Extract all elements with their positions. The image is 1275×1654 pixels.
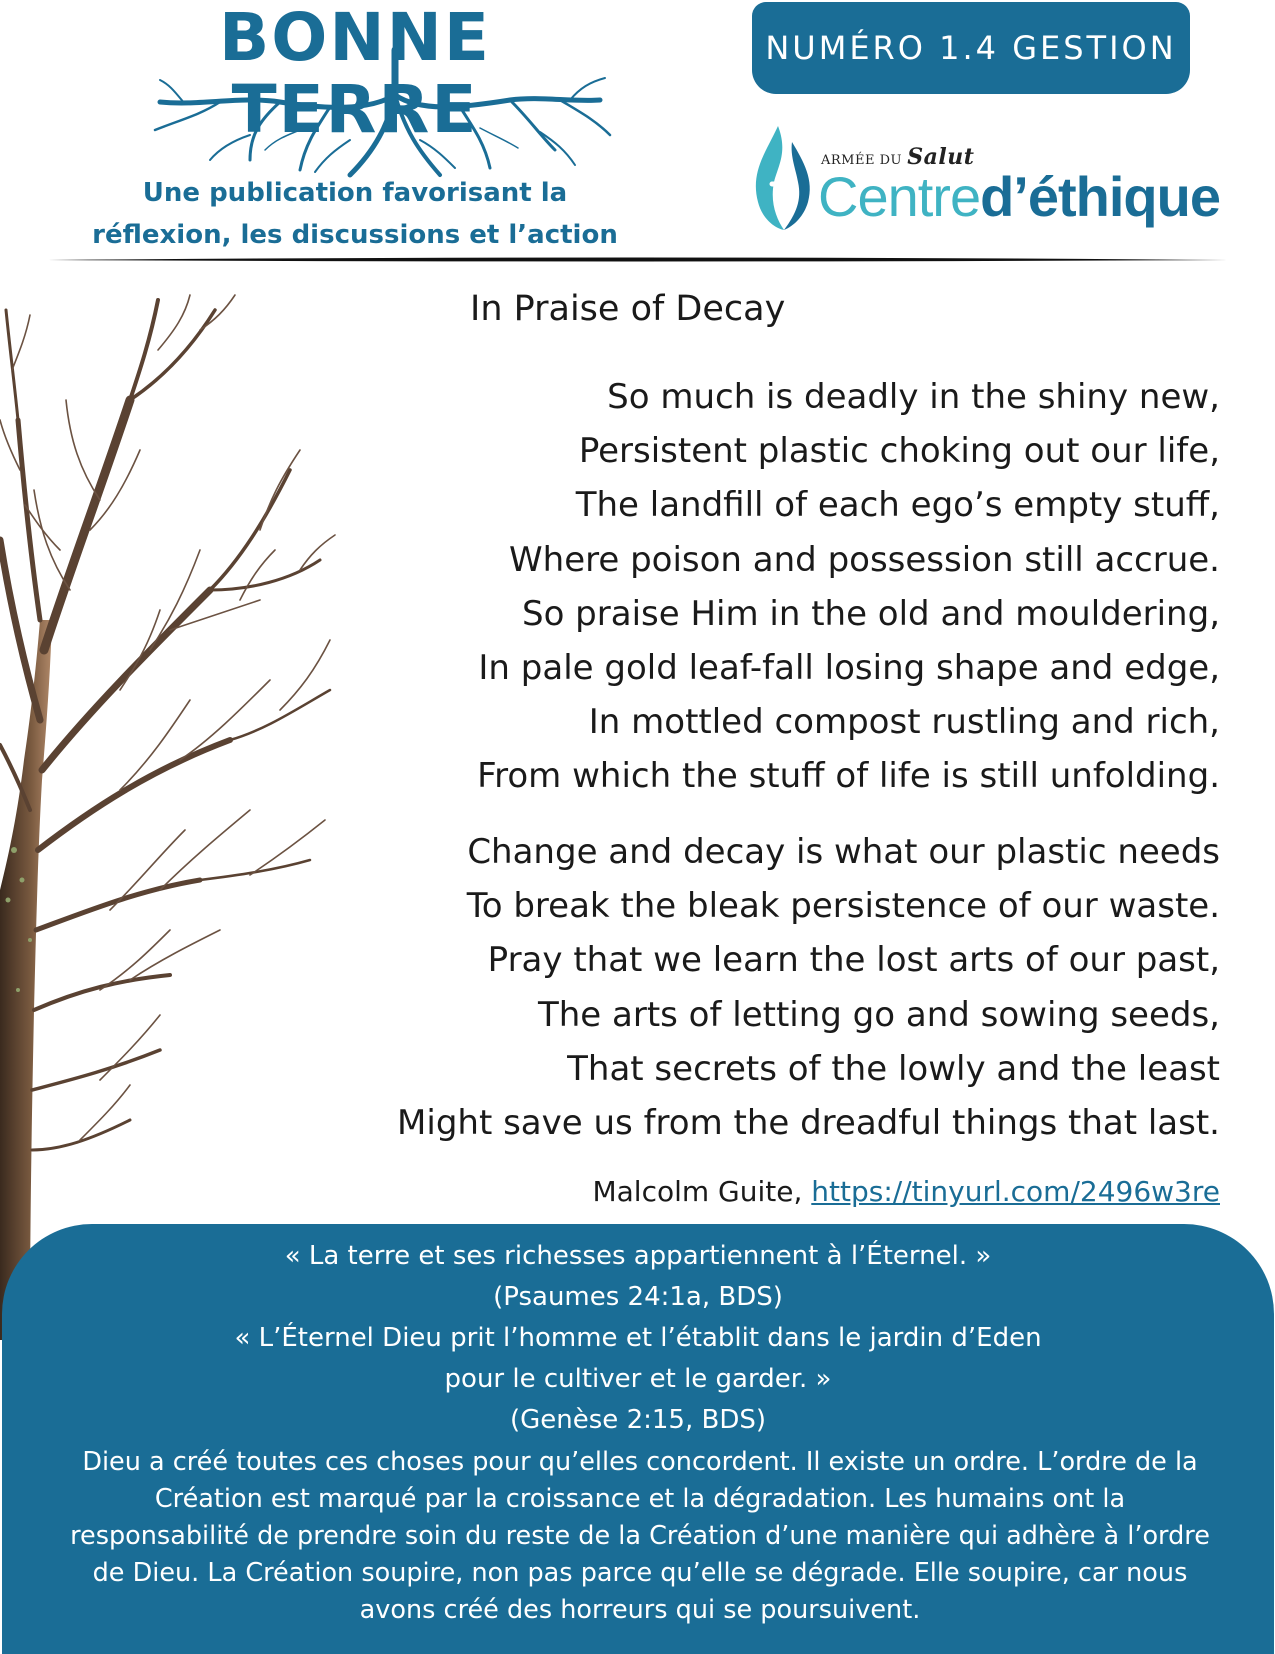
- poem-line: The arts of letting go and sowing seeds,: [537, 994, 1220, 1035]
- poem-stanza-1: [320, 370, 1220, 804]
- poem-line: Change and decay is what our plastic needs: [467, 832, 1220, 872]
- tagline-line-2: réflexion, les discussions et l’action: [92, 220, 618, 250]
- reflection-line: Création est marqué par la croissance et la dégradation. Les humains ont la: [154, 1484, 1126, 1514]
- scripture-panel: [2, 1224, 1274, 1654]
- source-link[interactable]: https://tinyurl.com/2496w3re: [811, 1175, 1220, 1208]
- reflection-line: avons créé des horreurs qui se poursuivent.: [359, 1595, 921, 1625]
- verse-genesis-line-1: « L’Éternel Dieu prit l’homme et l’établit dans le jardin d’Eden: [234, 1323, 1042, 1353]
- org-name: [818, 164, 1220, 230]
- poem-author: Malcolm Guite,: [592, 1175, 812, 1208]
- org-small-salut: Salut: [907, 144, 975, 170]
- issue-badge: NUMÉRO 1.4 GESTION: [752, 2, 1190, 94]
- poem-line: To break the bleak persistence of our waste.: [466, 886, 1220, 927]
- bare-tree-illustration: [0, 290, 340, 1340]
- poem-line: From which the stuff of life is still unfolding.: [477, 756, 1220, 797]
- org-small-prefix: ARMÉE DU: [821, 153, 902, 168]
- verse-genesis-line-2: pour le cultiver et le garder. »: [444, 1364, 832, 1394]
- poem-title: In Praise of Decay: [470, 289, 786, 329]
- poem-line: So praise Him in the old and mouldering,: [521, 593, 1220, 634]
- poem-line: In pale gold leaf-fall losing shape and edge,: [478, 648, 1220, 689]
- poem-attribution: [592, 1172, 1220, 1212]
- brand-block: [60, 0, 650, 250]
- reflection-line: responsabilité de prendre soin du reste de la Création d’une manière qui adhère à l’ordre: [70, 1521, 1210, 1551]
- tagline-line-1: Une publication favorisant la: [142, 178, 568, 208]
- poem-line: So much is deadly in the shiny new,: [607, 377, 1220, 417]
- poem-line: Might save us from the dreadful things that last.: [397, 1103, 1220, 1144]
- org-name-part2: d’éthique: [980, 165, 1220, 228]
- poem-line: Persistent plastic choking out our life,: [578, 431, 1220, 472]
- verse-psalm-reference: (Psaumes 24:1a, BDS): [493, 1282, 783, 1312]
- header-divider: [48, 256, 1228, 264]
- verse-genesis-reference: (Genèse 2:15, BDS): [510, 1405, 766, 1435]
- tagline: [60, 172, 650, 256]
- reflection-line: de Dieu. La Création soupire, non pas parce qu’elle se dégrade. Elle soupire, car nous: [92, 1558, 1188, 1588]
- poem-stanza-2: [320, 825, 1220, 1150]
- salvation-army-flame-icon: [748, 122, 818, 232]
- poem-line: That secrets of the lowly and the least: [567, 1048, 1220, 1089]
- poem-line: The landfill of each ego’s empty stuff,: [575, 485, 1220, 526]
- centre-ethique-logo: [748, 122, 1220, 242]
- verse-psalm: « La terre et ses richesses appartiennent à l’Éternel. »: [284, 1241, 992, 1271]
- reflection-paragraph: [20, 1444, 1260, 1629]
- org-name-part1: Centre: [818, 165, 981, 228]
- poem-line: Where poison and possession still accrue.: [509, 539, 1220, 580]
- reflection-line: Dieu a créé toutes ces choses pour qu’elles concordent. Il existe un ordre. L’ordre de la: [82, 1447, 1198, 1477]
- poem-line: Pray that we learn the lost arts of our past,: [487, 940, 1220, 981]
- brand-title: BONNE TERRE: [219, 0, 491, 148]
- poem-line: In mottled compost rustling and rich,: [588, 702, 1220, 743]
